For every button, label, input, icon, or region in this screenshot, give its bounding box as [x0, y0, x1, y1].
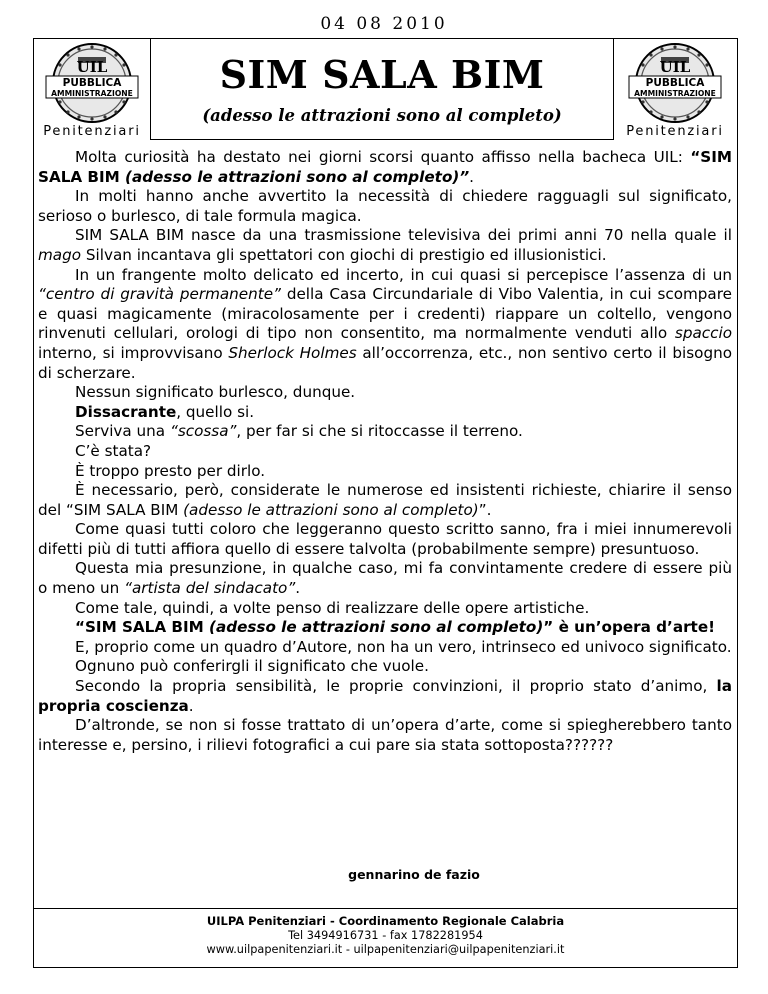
paragraph-15: E, proprio come un quadro d’Autore, non ha un vero, intrinseco ed univoco significato.	[75, 637, 732, 656]
svg-text:AMMINISTRAZIONE: AMMINISTRAZIONE	[634, 89, 716, 98]
footer-web: www.uilpapenitenziari.it - uilpapenitenziari@uilpapenitenziari.it	[206, 943, 565, 956]
logo-caption: Penitenziari	[43, 124, 141, 139]
svg-text:AMMINISTRAZIONE: AMMINISTRAZIONE	[51, 89, 133, 98]
paragraph-18: D’altronde, se non si fosse trattato di un’opera d’arte, come si spiegherebbero tanto interesse e, persino, i rilievi fotografici a cui pare sia stata sottoposta??????	[38, 716, 732, 754]
paragraph-1: Molta curiosità ha destato nei giorni scorsi quanto affisso nella bacheca UIL: “SIM SALA BIM (adesso le attrazioni sono al completo)”.	[38, 148, 732, 186]
uil-logo-right	[617, 40, 733, 142]
header-title-box	[150, 38, 614, 140]
paragraph-17: Secondo la propria sensibilità, le proprie convinzioni, il proprio stato d’animo, la propria coscienza.	[38, 677, 732, 715]
logo-caption: Penitenziari	[626, 124, 724, 139]
page-subtitle: (adesso le attrazioni sono al completo)	[202, 106, 562, 125]
footer	[33, 914, 738, 958]
svg-text:UIL: UIL	[659, 58, 691, 76]
article-body	[38, 148, 732, 755]
uil-emblem-icon	[617, 40, 733, 124]
uil-logo-left	[34, 40, 150, 142]
footer-divider	[33, 908, 738, 909]
paragraph-3: SIM SALA BIM nasce da una trasmissione televisiva dei primi anni 70 nella quale il mago Silvan incantava gli spettatori con giochi di prestigio ed illusionistici.	[38, 226, 732, 264]
paragraph-4: In un frangente molto delicato ed incerto, in cui quasi si percepisce l’assenza di un “centro di gravità permanente” della Casa Circundariale di Vibo Valentia, in cui scompare e quasi magicamente (miracolosamente per i credenti) riappare un coltello, vengono rinvenuti cellulari, orologi di tipo non consentito, ma normalmente venduti allo spaccio interno, si improvvisano Sherlock Holmes all’occorrenza, etc., non sentivo certo il bisogno di scherzare.	[38, 265, 733, 382]
paragraph-11: Come quasi tutti coloro che leggeranno questo scritto sanno, fra i miei innumerevoli difetti più di tutti affiora quello di essere talvolta (probabilmente sempre) presuntuoso.	[38, 520, 732, 558]
author-signature: gennarino de fazio	[348, 867, 480, 882]
paragraph-6: Dissacrante, quello si.	[75, 402, 255, 421]
footer-organization: UILPA Penitenziari - Coordinamento Regionale Calabria	[206, 914, 565, 928]
uil-emblem-icon	[34, 40, 150, 124]
document-date: 04 08 2010	[320, 14, 448, 34]
paragraph-5: Nessun significato burlesco, dunque.	[75, 383, 356, 402]
paragraph-7: Serviva una “scossa”, per far si che si ritoccasse il terreno.	[75, 422, 523, 441]
page-title: SIM SALA BIM	[219, 52, 545, 97]
svg-text:PUBBLICA: PUBBLICA	[645, 77, 705, 89]
footer-contacts: Tel 3494916731 - fax 1782281954	[288, 928, 483, 942]
paragraph-8: C’è stata?	[75, 441, 152, 460]
paragraph-2: In molti hanno anche avvertito la necessità di chiedere ragguagli sul significato, serioso o burlesco, di tale formula magica.	[38, 187, 732, 225]
paragraph-13: Come tale, quindi, a volte penso di realizzare delle opere artistiche.	[75, 598, 590, 617]
svg-text:UIL: UIL	[76, 58, 108, 76]
svg-text:PUBBLICA: PUBBLICA	[62, 77, 122, 89]
paragraph-12: Questa mia presunzione, in qualche caso, mi fa convintamente credere di essere più o meno un “artista del sindacato”.	[38, 559, 732, 598]
paragraph-10: È necessario, però, considerate le numerose ed insistenti richieste, chiarire il senso del “SIM SALA BIM (adesso le attrazioni sono al completo)”.	[38, 481, 732, 519]
paragraph-9: È troppo presto per dirlo.	[75, 461, 266, 480]
paragraph-16: Ognuno può conferirgli il significato che vuole.	[75, 657, 429, 676]
paragraph-14: “SIM SALA BIM (adesso le attrazioni sono al completo)” è un’opera d’arte!	[75, 618, 716, 637]
